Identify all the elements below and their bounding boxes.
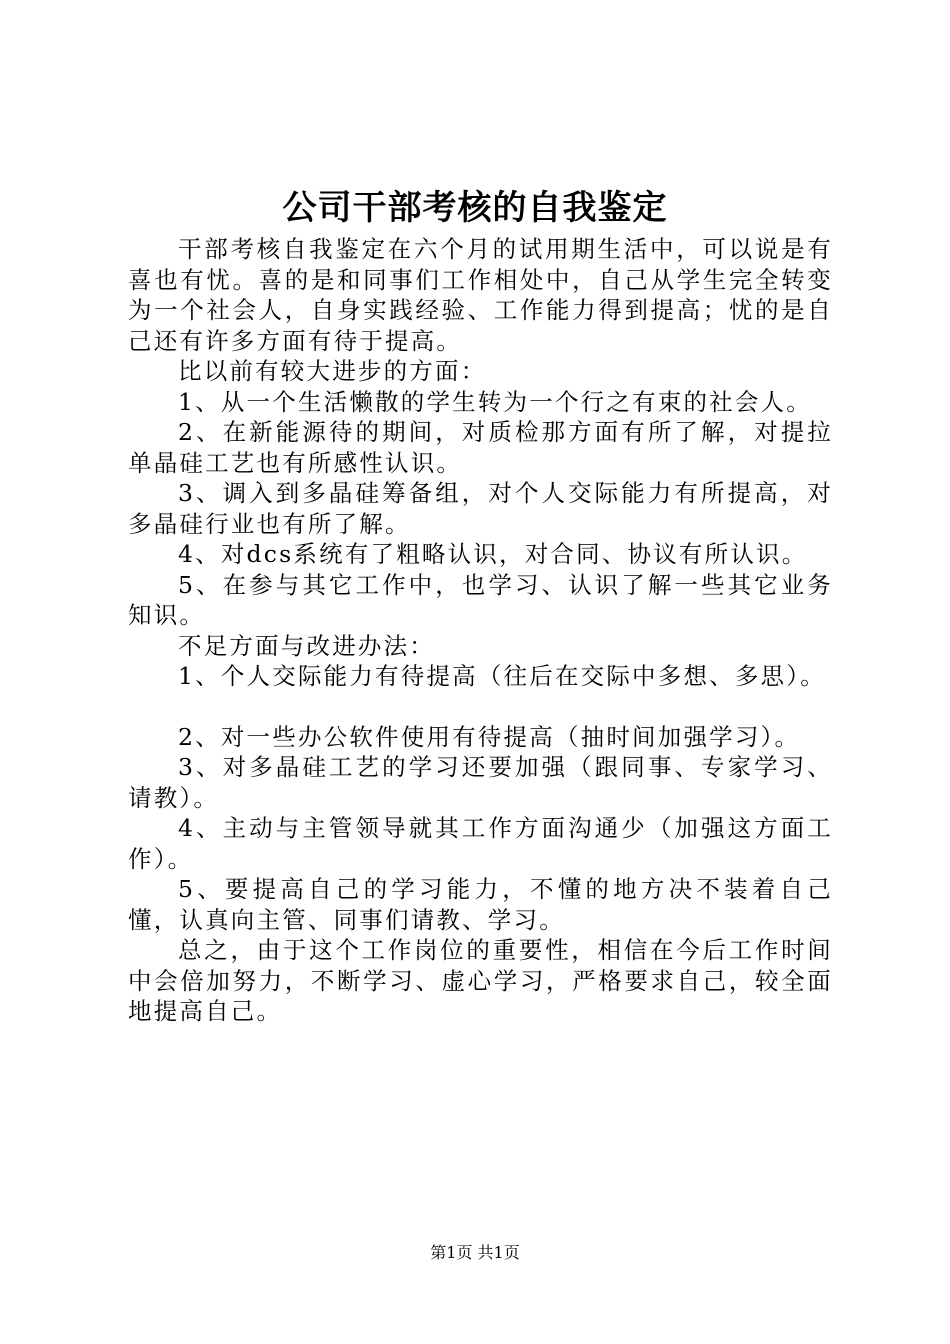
intro-paragraph: 干部考核自我鉴定在六个月的试用期生活中，可以说是有喜也有忧。喜的是和同事们工作相处中，自己从学生完全转变为一个社会人，自身实践经验、工作能力得到提高；忧的是自己还有许多方面有待于提高。 xyxy=(128,235,833,355)
shortcoming-item-4: 4、主动与主管领导就其工作方面沟通少（加强这方面工作）。 xyxy=(128,814,833,873)
document-title: 公司干部考核的自我鉴定 xyxy=(282,188,668,228)
document-body xyxy=(128,234,833,1027)
shortcoming-item-3: 3、对多晶硅工艺的学习还要加强（跟同事、专家学习、请教）。 xyxy=(128,753,833,812)
shortcoming-item-1: 1、个人交际能力有待提高（往后在交际中多想、多思）。 xyxy=(178,662,826,690)
shortcomings-heading: 不足方面与改进办法： xyxy=(178,631,435,660)
progress-item-1: 1、从一个生活懒散的学生转为一个行之有束的社会人。 xyxy=(178,387,812,416)
page-footer: 第1页 共1页 xyxy=(430,1243,520,1262)
progress-item-5: 5、在参与其它工作中，也学习、认识了解一些其它业务知识。 xyxy=(128,570,833,629)
progress-heading: 比以前有较大进步的方面： xyxy=(178,357,487,385)
progress-item-3: 3、调入到多晶硅筹备组，对个人交际能力有所提高，对多晶硅行业也有所了解。 xyxy=(128,479,833,538)
shortcoming-item-5: 5、要提高自己的学习能力，不懂的地方决不装着自己懂，认真向主管、同事们请教、学习。 xyxy=(128,875,833,934)
conclusion-paragraph: 总之，由于这个工作岗位的重要性，相信在今后工作时间中会倍加努力，不断学习、虚心学习，严格要求自己，较全面地提高自己。 xyxy=(128,936,833,1025)
progress-item-4: 4、对dcs系统有了粗略认识，对合同、协议有所认识。 xyxy=(178,540,808,568)
shortcoming-item-2: 2、对一些办公软件使用有待提高（抽时间加强学习）。 xyxy=(178,722,801,751)
progress-item-2: 2、在新能源待的期间，对质检那方面有所了解，对提拉单晶硅工艺也有所感性认识。 xyxy=(128,418,833,477)
